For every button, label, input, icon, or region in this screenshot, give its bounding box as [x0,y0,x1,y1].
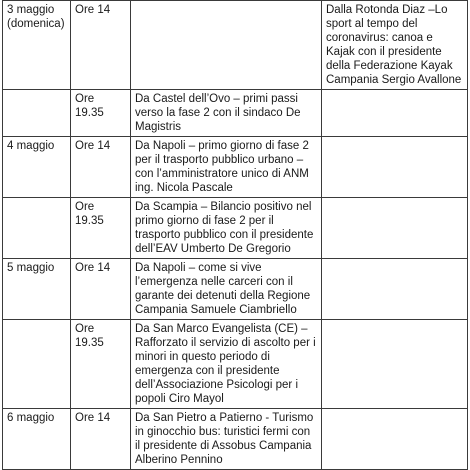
description-cell: Da Napoli – come si vive l’emergenza nelle carceri con il garante dei detenuti della Regione Campania Samuele Ciambriello [131,259,322,320]
date-cell: 3 maggio (domenica) [3,1,71,90]
schedule-table [2,0,468,470]
description-cell: Da Castel dell’Ovo – primi passi verso la fase 2 con il sindaco De Magistris [131,90,322,137]
extra-cell [322,137,468,198]
description-cell: Da San Marco Evangelista (CE) – Rafforzato il servizio di ascolto per i minori in questo periodo di emergenza con il presidente dell’Associazione Psicologi per i popoli Ciro Mayol [131,320,322,409]
table-row [3,409,468,470]
table-row [3,90,468,137]
extra-cell [322,90,468,137]
extra-cell: Dalla Rotonda Diaz –Lo sport al tempo del coronavirus: canoa e Kajak con il presidente della Federazione Kayak Campania Sergio Avallone [322,1,468,90]
time-cell: Ore 19.35 [71,90,131,137]
time-cell: Ore 14 [71,137,131,198]
extra-cell [322,198,468,259]
time-cell: Ore 14 [71,409,131,470]
description-cell: Da Napoli – primo giorno di fase 2 per il trasporto pubblico urbano – con l’amministratore unico di ANM ing. Nicola Pascale [131,137,322,198]
date-cell: 5 maggio [3,259,71,320]
extra-cell [322,259,468,320]
table-row [3,1,468,90]
description-cell [131,1,322,90]
date-cell [3,320,71,409]
date-cell: 6 maggio [3,409,71,470]
description-cell: Da Scampia – Bilancio positivo nel primo giorno di fase 2 per il trasporto pubblico con il presidente dell’EAV Umberto De Gregorio [131,198,322,259]
table-row [3,259,468,320]
extra-cell [322,320,468,409]
table-row [3,198,468,259]
description-cell: Da San Pietro a Patierno - Turismo in ginocchio bus: turistici fermi con il presidente di Assobus Campania Alberino Pennino [131,409,322,470]
table-row [3,320,468,409]
table-row [3,137,468,198]
time-cell: Ore 14 [71,259,131,320]
date-cell: 4 maggio [3,137,71,198]
time-cell: Ore 19.35 [71,198,131,259]
extra-cell [322,409,468,470]
date-cell [3,198,71,259]
time-cell: Ore 19.35 [71,320,131,409]
date-cell [3,90,71,137]
time-cell: Ore 14 [71,1,131,90]
